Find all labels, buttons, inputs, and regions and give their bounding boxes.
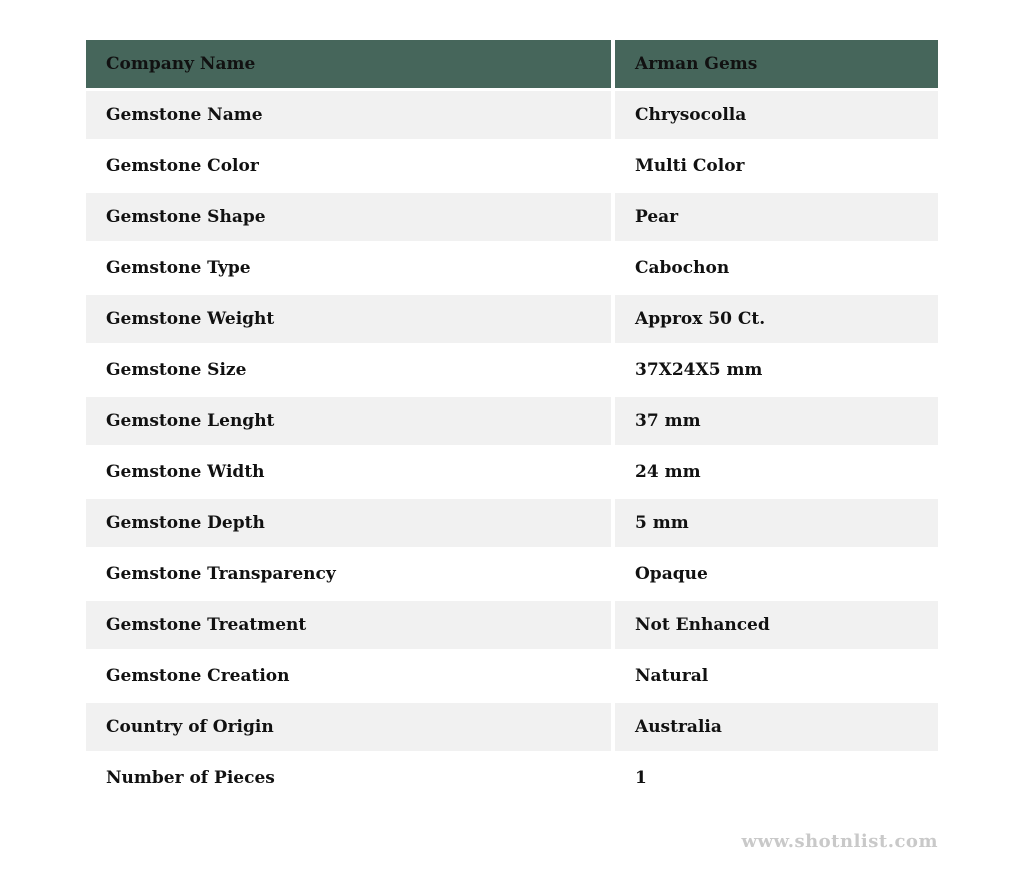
row-label: Gemstone Weight [86,295,611,343]
row-value: Approx 50 Ct. [615,295,938,343]
row-label: Gemstone Shape [86,193,611,241]
table-row [86,346,938,394]
table-row [86,499,938,547]
row-label: Gemstone Color [86,142,611,190]
row-value: Not Enhanced [615,601,938,649]
table-row [86,397,938,445]
row-value: Australia [615,703,938,751]
row-label: Gemstone Creation [86,652,611,700]
row-label: Gemstone Transparency [86,550,611,598]
row-value: Cabochon [615,244,938,292]
table-row [86,193,938,241]
row-label: Gemstone Width [86,448,611,496]
table-row [86,142,938,190]
table-row [86,601,938,649]
row-value: 5 mm [615,499,938,547]
row-label: Gemstone Lenght [86,397,611,445]
row-label: Gemstone Depth [86,499,611,547]
row-value: Pear [615,193,938,241]
row-label: Number of Pieces [86,754,611,802]
table-row [86,91,938,139]
table-row [86,754,938,802]
row-label: Gemstone Treatment [86,601,611,649]
table-row [86,295,938,343]
table-row [86,244,938,292]
row-value: Natural [615,652,938,700]
table-row [86,448,938,496]
header-label-cell: Company Name [86,40,611,88]
watermark-text: www.shotnlist.com [741,831,938,852]
row-value: 1 [615,754,938,802]
row-label: Gemstone Type [86,244,611,292]
row-value: 37X24X5 mm [615,346,938,394]
row-value: Multi Color [615,142,938,190]
gemstone-spec-table [86,40,938,805]
table-row [86,652,938,700]
row-value: Opaque [615,550,938,598]
table-row [86,550,938,598]
row-value: 37 mm [615,397,938,445]
row-label: Country of Origin [86,703,611,751]
table-header-row [86,40,938,88]
row-label: Gemstone Name [86,91,611,139]
row-value: 24 mm [615,448,938,496]
table-row [86,703,938,751]
header-value-cell: Arman Gems [615,40,938,88]
row-value: Chrysocolla [615,91,938,139]
row-label: Gemstone Size [86,346,611,394]
